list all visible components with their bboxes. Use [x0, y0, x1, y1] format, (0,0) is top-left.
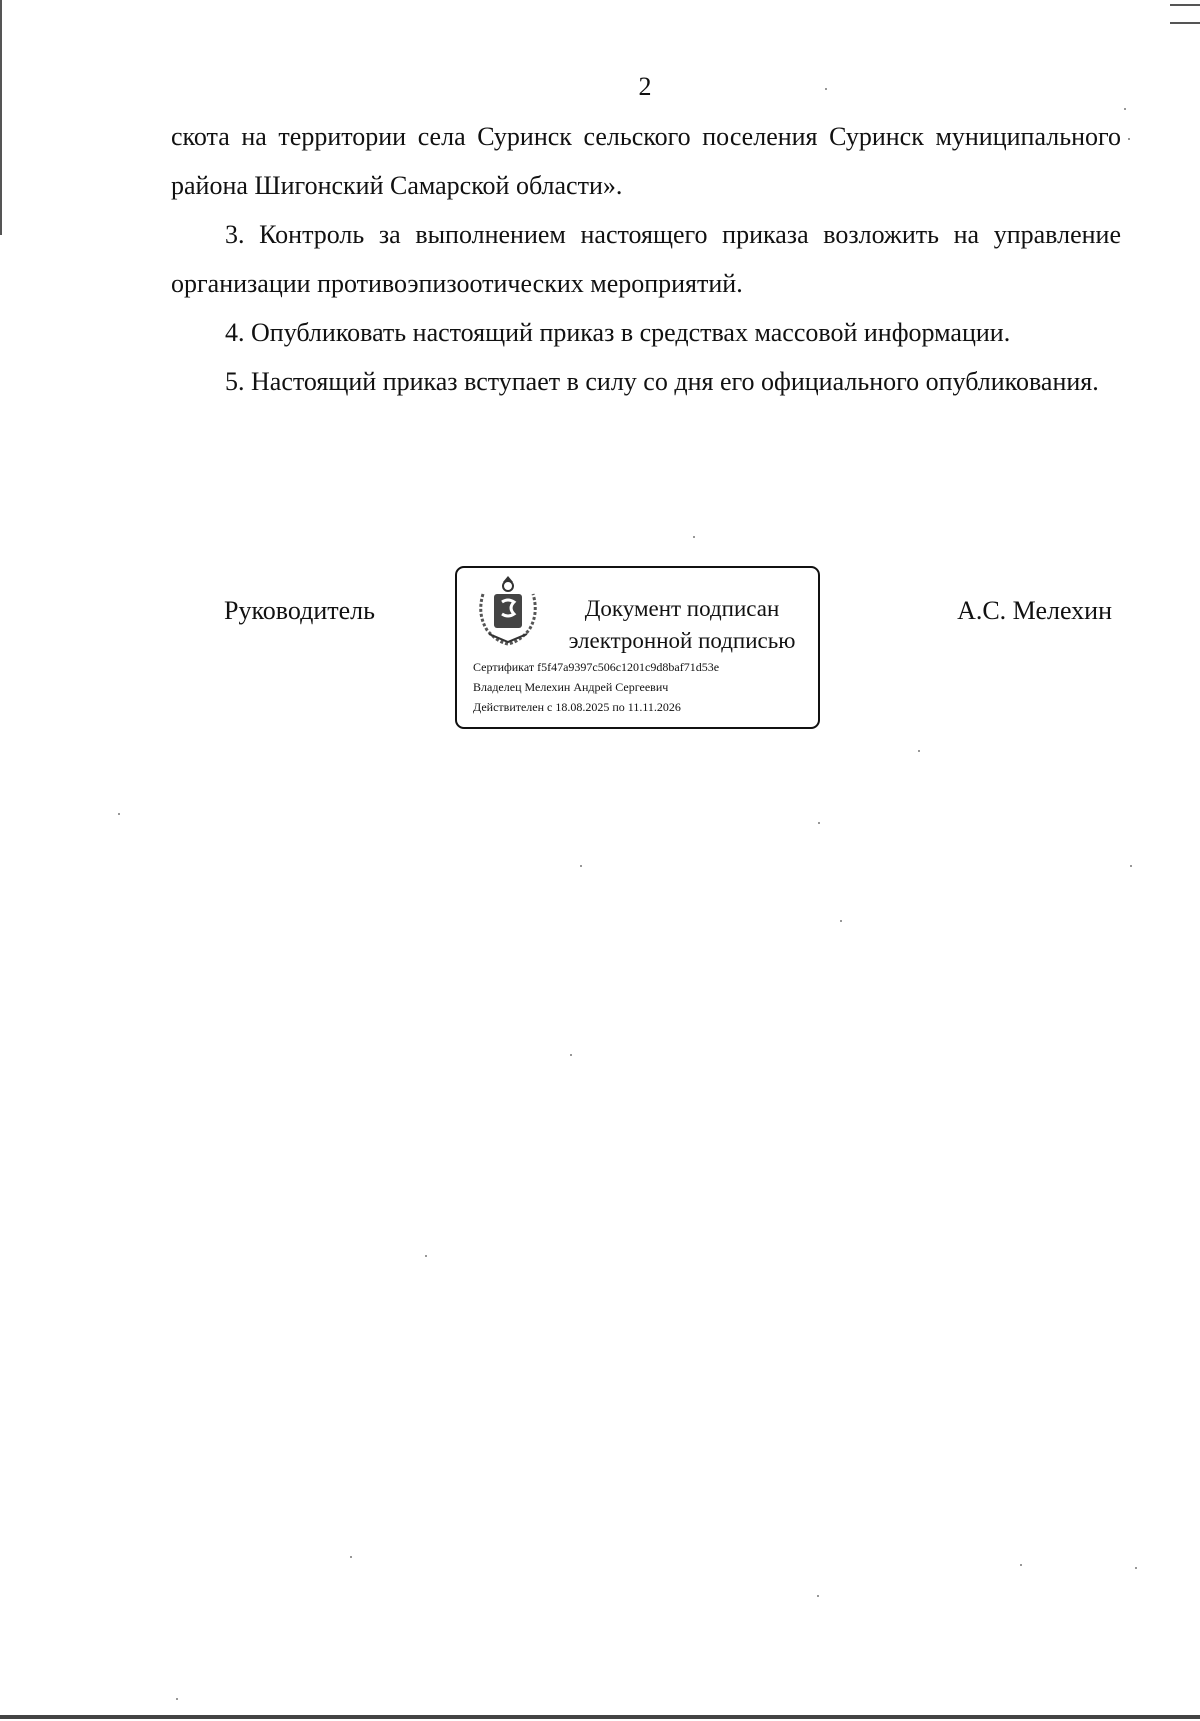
stamp-title	[557, 593, 807, 657]
certificate-validity: Действителен с 18.08.2025 по 11.11.2026	[473, 700, 681, 714]
scan-speck	[825, 88, 827, 90]
scan-corner-mark	[1170, 22, 1200, 24]
scan-speck	[350, 1556, 352, 1558]
scan-speck	[425, 1255, 427, 1257]
scan-left-edge	[0, 0, 2, 235]
scan-speck	[1130, 865, 1132, 867]
electronic-signature-stamp	[455, 566, 820, 729]
paragraph-3: 3. Контроль за выполнением настоящего приказа возложить на управление организации противоэпизоотических мероприятий.	[171, 220, 1121, 298]
scan-speck	[570, 1054, 572, 1056]
scan-corner-mark	[1170, 4, 1200, 6]
paragraph-5: 5. Настоящий приказ вступает в силу со дня его официального опубликования.	[225, 367, 1099, 396]
paragraph-4: 4. Опубликовать настоящий приказ в средствах массовой информации.	[225, 318, 1011, 347]
certificate-owner: Владелец Мелехин Андрей Сергеевич	[473, 680, 669, 694]
signature-block	[0, 566, 1200, 736]
coat-of-arms-icon	[475, 574, 541, 646]
scan-speck	[580, 865, 582, 867]
paragraph-continuation: скота на территории села Суринск сельского поселения Суринск муниципального района Шигонский Самарской области».	[171, 122, 1121, 200]
scan-speck	[118, 813, 120, 815]
stamp-details	[473, 657, 719, 717]
scan-speck	[817, 1595, 819, 1597]
scan-speck	[693, 536, 695, 538]
scan-speck	[1020, 1564, 1022, 1566]
scan-speck	[1135, 1567, 1137, 1569]
scan-speck	[176, 1698, 178, 1700]
scan-bottom-edge	[0, 1715, 1200, 1719]
scan-speck	[818, 822, 820, 824]
scan-speck	[1124, 108, 1126, 110]
page-number: 2	[638, 72, 652, 101]
scan-speck	[918, 750, 920, 752]
signatory-position: Руководитель	[224, 596, 375, 625]
scan-speck	[840, 920, 842, 922]
certificate-number: Сертификат f5f47a9397c506c1201c9d8baf71d53e	[473, 660, 720, 674]
stamp-title-line-2: электронной подписью	[568, 628, 796, 653]
document-body	[171, 112, 1121, 406]
signatory-name: А.С. Мелехин	[957, 596, 1112, 625]
scan-speck	[1128, 138, 1130, 140]
stamp-title-line-1: Документ подписан	[584, 596, 780, 621]
